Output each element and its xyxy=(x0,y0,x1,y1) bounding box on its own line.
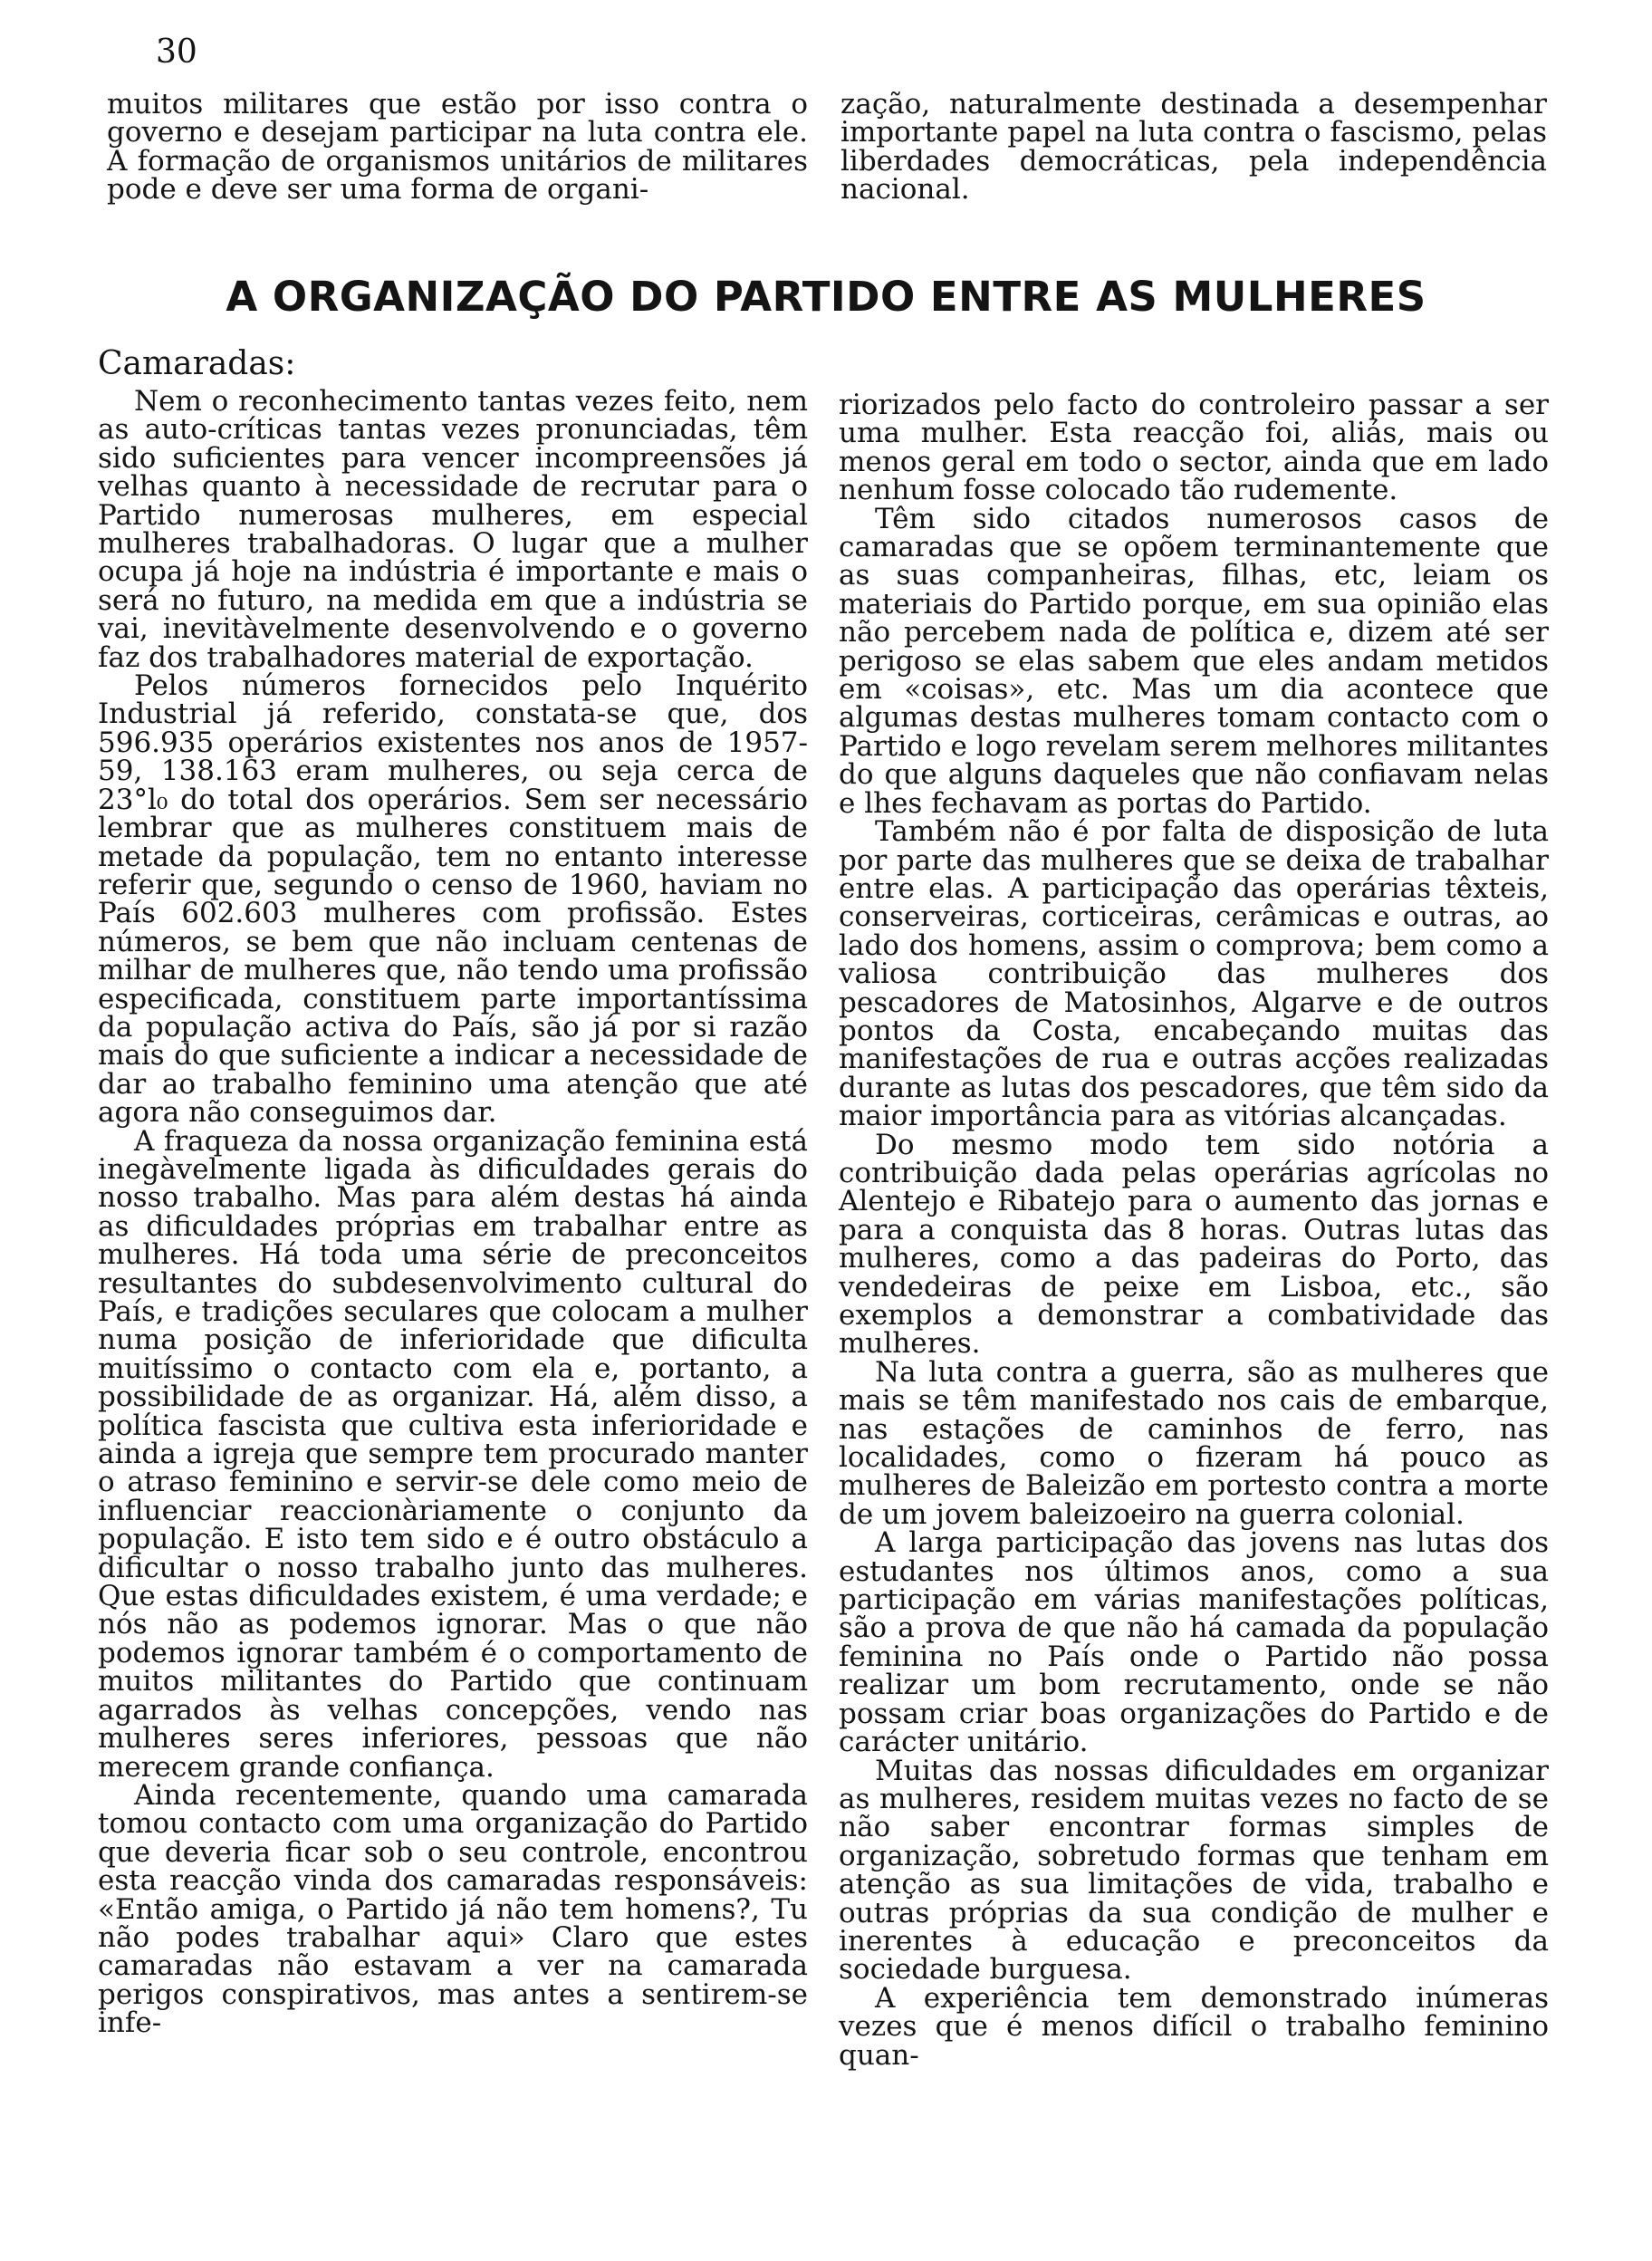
intro-left-paragraph: muitos militares que estão por isso contra o governo e desejam participar na luta contra ele. A formação de organismos unitários de militares pode e deve ser uma forma de organi- xyxy=(107,88,808,207)
paragraph: Do mesmo modo tem sido notória a contribuição dada pelas operárias agrícolas no Alentejo e Ribatejo para o aumento das jornas e para a conquista das 8 horas. Outras lutas das mulheres, como a das padeiras do Porto, das vendedeiras de peixe em Lisboa, etc., são exemplos a demonstrar a combatividade das mulheres. xyxy=(839,1128,1549,1361)
paragraph: A fraqueza da nossa organização feminina está inegàvelmente ligada às dificuldades gerais do nosso trabalho. Mas para além destas há ainda as dificuldades próprias em trabalhar entre as mulheres. Há toda uma série de preconceitos resultantes do subdesenvolvimento cultural do País, e tradições seculares que colocam a mulher numa posição de inferioridade que dificulta muitíssimo o contacto com ela e, portanto, a possibilidade de as organizar. Há, além disso, a política fascista que cultiva esta inferioridade e ainda a igreja que sempre tem procurado manter o atraso feminino e servir-se dele como meio de influenciar reaccionàriamente o conjunto da população. E isto tem sido e é outro obstáculo a dificultar o nosso trabalho junto das mulheres. Que estas dificuldades existem, é uma verdade; e nós não as podemos ignorar. Mas o que não podemos ignorar também é o comportamento de muitos militantes do Partido que continuam agarrados às velhas concepções, vendo nas mulheres seres inferiores, pessoas que não merecem grande confiança. xyxy=(98,1124,808,1784)
intro-left-column xyxy=(107,88,808,207)
paragraph: Na luta contra a guerra, são as mulheres que mais se têm manifestado nos cais de embarque, nas estações de caminhos de ferro, nas localidades, como o fizeram há pouco as mulheres de Baleizão em portesto contra a morte de um jovem baleizoeiro na guerra colonial. xyxy=(839,1355,1549,1531)
paragraph: Ainda recentemente, quando uma camarada tomou contacto com uma organização do Partido que deveria ficar sob o seu controle, encontrou esta reacção vinda dos camaradas responsáveis: «Então amiga, o Partido já não tem homens?, Tu não podes trabalhar aqui» Claro que estes camaradas não estavam a ver na camarada perigos conspirativos, mas antes a sentirem-se infe- xyxy=(98,1778,808,2040)
body-left-column xyxy=(98,344,808,2038)
paragraph: Nem o reconhecimento tantas vezes feito, nem as auto-críticas tantas vezes pronunciadas, têm sido suficientes para vencer incompreensões já velhas quanto à necessidade de recrutar para o Partido numerosas mulheres, em especial mulheres trabalhadoras. O lugar que a mulher ocupa já hoje na indústria é importante e mais o será no futuro, na medida em que a indústria se vai, inevitàvelmente desenvolvendo e o governo faz dos trabalhadores material de exportação. xyxy=(98,385,808,674)
intro-right-paragraph: zação, naturalmente destinada a desempenhar importante papel na luta contra o fascismo, pelas liberdades democráticas, pela independência nacional. xyxy=(840,88,1547,207)
paragraph: Têm sido citados numerosos casos de camaradas que se opõem terminantemente que as suas companheiras, filhas, etc, leiam os materiais do Partido porque, em sua opinião elas não percebem nada de política e, dizem até ser perigoso se elas sabem que eles andam metidos em «coisas», etc. Mas um dia acontece que algumas destas mulheres tomam contacto com o Partido e logo revelam serem melhores militantes do que alguns daqueles que não confiavam nelas e lhes fechavam as portas do Partido. xyxy=(839,502,1549,820)
paragraph: Também não é por falta de disposição de luta por parte das mulheres que se deixa de trabalhar entre elas. A participação das operárias têxteis, conserveiras, corticeiras, cerâmicas e outras, ao lado dos homens, assim o comprova; bem como a valiosa contribuição das mulheres dos pescadores de Matosinhos, Algarve e de outros pontos da Costa, encabeçando muitas das manifestações de rua e outras acções realizadas durante as lutas dos pescadores, que têm sido da maior importância para as vitórias alcançadas. xyxy=(839,815,1549,1133)
paragraph: Pelos números fornecidos pelo Inquérito Industrial já referido, constata-se que, dos 596.935 operários existentes nos anos de 1957-59, 138.163 eram mulheres, ou seja cerca de 23°l₀ do total dos operários. Sem ser necessário lembrar que as mulheres constituem mais de metade da população, tem no entanto interesse referir que, segundo o censo de 1960, haviam no País 602.603 mulheres com profissão. Estes números, se bem que não incluam centenas de milhar de mulheres que, não tendo uma profissão especificada, constituem parte importantíssima da população activa do País, são já por si razão mais do que suficiente a indicar a necessidade de dar ao trabalho feminino uma atenção que até agora não conseguimos dar. xyxy=(98,669,808,1130)
paragraph: A experiência tem demonstrado inúmeras vezes que é menos difícil o trabalho feminino quan- xyxy=(839,1981,1549,2072)
salutation: Camaradas: xyxy=(98,345,296,382)
paragraph: Muitas das nossas dificuldades em organizar as mulheres, residem muitas vezes no facto de se não saber encontrar formas simples de organização, sobretudo formas que tenham em atenção as sua limitações de vida, trabalho e outras próprias da sua condição de mulher e inerentes à educação e preconceitos da sociedade burguesa. xyxy=(839,1754,1549,1987)
page-number: 30 xyxy=(156,34,197,71)
paragraph: A larga participação das jovens nas lutas dos estudantes nos últimos anos, como a sua participação em várias manifestações políticas, são a prova de que não há camada da população feminina no País onde o Partido não possa realizar um bom recrutamento, onde se não possam criar boas organizações do Partido e de carácter unitário. xyxy=(839,1526,1549,1759)
body-right-column xyxy=(839,391,1549,2070)
section-heading: A ORGANIZAÇÃO DO PARTIDO ENTRE AS MULHERES xyxy=(226,273,1426,321)
paragraph: riorizados pelo facto do controleiro passar a ser uma mulher. Esta reacção foi, aliás, mais ou menos geral em todo o sector, ainda que em lado nenhum fosse colocado tão rudemente. xyxy=(839,389,1549,507)
intro-right-column xyxy=(840,88,1547,207)
